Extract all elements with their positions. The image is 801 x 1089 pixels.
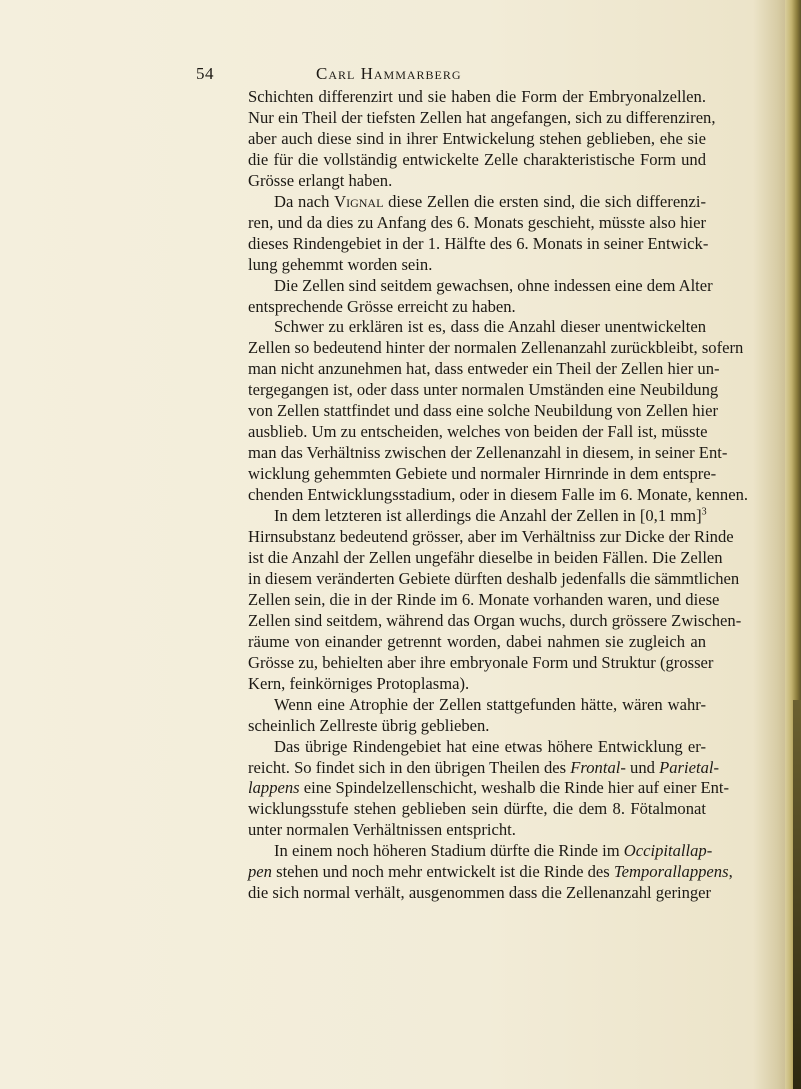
italic-term: Occipitallap-: [623, 841, 713, 861]
text-run: In dem letzteren ist allerdings die Anzahl der Zellen in [0,1 mm]: [274, 506, 702, 526]
text-line: Grösse erlangt haben.: [248, 170, 393, 190]
text-line: [248, 841, 713, 862]
text-line: ausblieb. Um zu entscheiden, welches von beiden der Fall ist, müsste: [248, 422, 708, 442]
text-line: Schichten differenzirt und sie haben die Form der Embryonalzellen.: [248, 87, 706, 106]
text-line: [248, 862, 733, 883]
text-line: scheinlich Zellreste übrig geblieben.: [248, 715, 490, 735]
text-line: Hirnsubstanz bedeutend grösser, aber im Verhältniss zur Dicke der Rinde: [248, 527, 734, 547]
italic-term: Parietal-: [659, 757, 720, 777]
text-line: [248, 778, 730, 799]
text-line: ist die Anzahl der Zellen ungefähr dieselbe in beiden Fällen. Die Zellen: [248, 547, 723, 567]
text-run: eine Spindelzellenschicht, weshalb die Rinde hier auf einer Ent-: [299, 778, 730, 798]
text-line: in diesem veränderten Gebiete dürften deshalb jedenfalls die sämmtlichen: [248, 568, 740, 588]
text-line: Zellen sein, die in der Rinde im 6. Monate vorhanden waren, und diese: [248, 589, 720, 609]
text-line: Das übrige Rindengebiet hat eine etwas höhere Entwicklung er-: [274, 736, 706, 756]
running-title: Carl Hammarberg: [316, 64, 462, 83]
text-line: Zellen so bedeutend hinter der normalen Zellenanzahl zurückbleibt, sofern: [248, 338, 744, 358]
page-edge-dark: [793, 700, 801, 1089]
italic-term: lappens: [248, 778, 300, 798]
text-run: ,: [728, 862, 733, 882]
text-run: In einem noch höheren Stadium dürfte die Rinde im: [274, 841, 624, 861]
text-line: Grösse zu, behielten aber ihre embryonale Form und Struktur (grosser: [248, 652, 714, 672]
text-line: lung gehemmt worden sein.: [248, 254, 433, 274]
text-line: räume von einander getrennt worden, dabei nahmen sie zugleich an: [248, 631, 706, 651]
text-line: chenden Entwicklungsstadium, oder in diesem Falle im 6. Monate, kennen.: [248, 485, 749, 505]
text-line: dieses Rindengebiet in der 1. Hälfte des 6. Monats in seiner Entwick-: [248, 233, 709, 253]
text-line: tergegangen ist, oder dass unter normalen Umständen eine Neubildung: [248, 380, 719, 400]
running-header: [196, 64, 716, 88]
author-name: Vignal: [334, 191, 384, 211]
italic-term: Frontal-: [570, 757, 626, 777]
text-line: Wenn eine Atrophie der Zellen stattgefunden hätte, wären wahr-: [274, 694, 706, 714]
text-line: [248, 192, 706, 213]
text-run: und: [625, 757, 660, 777]
text-line: Nur ein Theil der tiefsten Zellen hat angefangen, sich zu differenziren,: [248, 107, 716, 127]
text-line: man nicht anzunehmen hat, dass entweder ein Theil der Zellen hier un-: [248, 359, 720, 379]
text-line: ren, und da dies zu Anfang des 6. Monats geschieht, müsste also hier: [248, 212, 706, 232]
text-run: reicht. So findet sich in den übrigen Theilen des: [248, 757, 571, 777]
text-run: Da nach: [274, 191, 335, 211]
text-run: stehen und noch mehr entwickelt ist die Rinde des: [271, 862, 614, 882]
text-line: wicklungsstufe stehen geblieben sein dürfte, die dem 8. Fötalmonat: [248, 799, 706, 819]
text-run: diese Zellen die ersten sind, die sich differenzi-: [383, 191, 706, 211]
italic-term: Temporallappens: [613, 862, 729, 882]
body-text: [248, 87, 749, 904]
text-line: entsprechende Grösse erreicht zu haben.: [248, 296, 516, 316]
text-line: man das Verhältniss zwischen der Zellenanzahl in diesem, in seiner Ent-: [248, 443, 728, 463]
text-line: die sich normal verhält, ausgenommen dass die Zellenanzahl geringer: [248, 883, 712, 903]
text-line: von Zellen stattfindet und dass eine solche Neubildung von Zellen hier: [248, 401, 719, 421]
superscript: 3: [701, 506, 707, 518]
text-line: wicklung gehemmten Gebiete und normaler Hirnrinde in dem entspre-: [248, 464, 717, 484]
italic-term: pen: [248, 862, 272, 882]
text-line: Zellen sind seitdem, während das Organ wuchs, durch grössere Zwischen-: [248, 610, 742, 630]
text-line: unter normalen Verhältnissen entspricht.: [248, 820, 516, 840]
text-line: Die Zellen sind seitdem gewachsen, ohne indessen eine dem Alter: [274, 275, 713, 295]
text-line: [248, 506, 706, 527]
text-line: Kern, feinkörniges Protoplasma).: [248, 673, 470, 693]
text-line: Schwer zu erklären ist es, dass die Anzahl dieser unentwickelten: [274, 317, 706, 337]
text-line: aber auch diese sind in ihrer Entwickelung stehen geblieben, ehe sie: [248, 128, 706, 148]
text-line: die für die vollständig entwickelte Zelle charakteristische Form und: [248, 149, 706, 169]
page-number: 54: [196, 64, 214, 83]
text-line: [248, 757, 720, 779]
